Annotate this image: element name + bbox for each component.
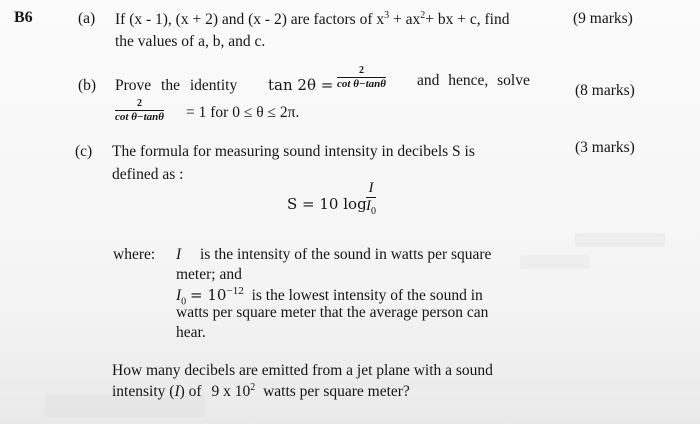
part-b-frac-den: cot θ−tanθ: [337, 78, 386, 90]
i0-text2: watts per square meter that the average person can: [176, 304, 489, 321]
part-b-frac-num: 2: [358, 65, 364, 76]
part-a-exp1: 3: [384, 10, 390, 21]
i0-text3: hear.: [176, 324, 206, 341]
part-b-marks: (8 marks): [575, 82, 635, 99]
q2-val: 9 x 10: [211, 383, 251, 401]
part-a-line1: [115, 10, 509, 29]
part-b-lhs: tan 2θ =: [268, 76, 334, 94]
part-b-eq-tail: = 1 for 0 ≤ θ ≤ 2π.: [186, 104, 300, 121]
i0-sub: 0: [181, 296, 187, 308]
part-a-line2: the values of a, b, and c.: [115, 33, 266, 50]
q2-c: watts per square meter?: [263, 383, 410, 401]
i0-exp: −12: [226, 285, 244, 297]
where-text2: meter; and: [176, 266, 242, 283]
part-b-prove: Prove the identity: [115, 77, 238, 94]
formula-den: $I_0$: [366, 198, 376, 217]
question-line1: How many decibels are emitted from a jet plane with a sound: [112, 362, 493, 379]
part-a-prefix: If (x - 1), (x + 2) and (x - 2) are factors of x: [115, 11, 385, 29]
part-b-eq-den: cot θ−tanθ: [115, 111, 164, 123]
part-a-label: (a): [78, 10, 96, 27]
part-a-marks: (9 marks): [573, 10, 633, 27]
formula-lhs: S = 10 log: [287, 195, 367, 213]
part-a-exp2: 2: [420, 10, 426, 21]
question-number: B6: [14, 9, 33, 26]
q2-var: I: [174, 383, 180, 401]
part-a-mid: + ax: [389, 11, 421, 29]
part-b-and-solve: and hence, solve: [417, 72, 530, 89]
q2-a: intensity (: [112, 383, 175, 401]
part-b-label: (b): [78, 77, 97, 94]
part-c-line2: defined as :: [112, 166, 184, 183]
part-c-marks: (3 marks): [575, 139, 635, 156]
part-c-line1: The formula for measuring sound intensity in decibels S is: [112, 143, 475, 160]
formula-fraction: [364, 180, 378, 220]
part-a-suffix: + bx + c, find: [425, 11, 510, 29]
where-var: I: [176, 246, 182, 263]
i0-text: is the lowest intensity of the sound in: [251, 287, 483, 305]
where-label: where:: [113, 246, 156, 263]
formula-num: I: [368, 180, 374, 196]
part-b-eq-num: 2: [136, 98, 142, 109]
watermark-shape: [575, 233, 665, 247]
q2-b: ) of: [179, 383, 202, 401]
i0-var: I: [176, 287, 182, 305]
q2-exp: 2: [250, 382, 256, 393]
i0-eq: = 10: [190, 286, 227, 305]
part-b-equation: [113, 98, 166, 124]
part-c-label: (c): [75, 143, 93, 160]
question-line2: [112, 382, 410, 401]
part-b-fraction: [335, 65, 388, 91]
watermark-shape: [520, 255, 590, 269]
where-text1: is the intensity of the sound in watts per square: [200, 246, 492, 263]
